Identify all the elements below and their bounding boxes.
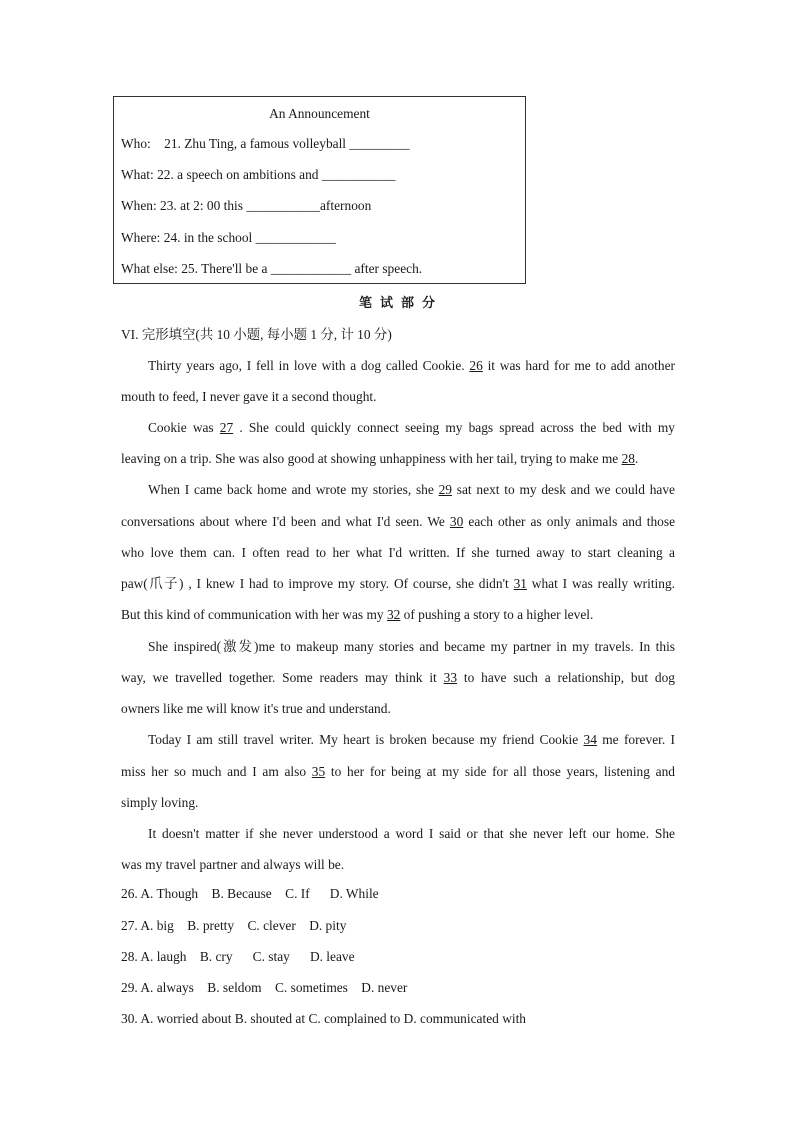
- passage-line: [121, 543, 675, 563]
- passage-line: [148, 418, 675, 438]
- blank-number: 35: [311, 764, 326, 779]
- announcement-what: What: 22. a speech on ambitions and ___________: [121, 167, 396, 182]
- passage-text: paw(爪子) , I knew I had to improve my story. Of course, she didn't: [121, 576, 514, 591]
- passage-line: [121, 512, 675, 532]
- passage-text: of pushing a story to a higher level.: [400, 607, 594, 622]
- passage-line: [121, 574, 675, 594]
- blank-number: 32: [386, 607, 401, 622]
- passage-line: [121, 793, 675, 813]
- passage-line: [148, 637, 675, 657]
- cloze-heading: VI. 完形填空(共 10 小题, 每小题 1 分, 计 10 分): [121, 327, 392, 342]
- passage-text: miss her so much and I am also: [121, 764, 312, 779]
- passage-text: .: [634, 451, 639, 466]
- announcement-box: [113, 96, 526, 284]
- passage-text: who love them can. I often read to her what I'd written. If she turned away to start cleaning a: [121, 545, 675, 560]
- passage-line: [148, 356, 675, 376]
- passage-line: [121, 387, 675, 407]
- option-line: 27. A. big B. pretty C. clever D. pity: [121, 918, 347, 933]
- passage-text: When I came back home and wrote my stories, she: [148, 482, 439, 497]
- option-line: 29. A. always B. seldom C. sometimes D. never: [121, 980, 408, 995]
- passage-text: what I was really writing.: [526, 576, 676, 591]
- announcement-what-else: What else: 25. There'll be a ____________ after speech.: [121, 261, 423, 276]
- passage-text: simply loving.: [121, 795, 199, 810]
- blank-number: 28: [621, 451, 635, 466]
- blank-number: 27: [219, 420, 234, 435]
- announcement-who: Who: 21. Zhu Ting, a famous volleyball _________: [121, 136, 410, 151]
- passage-text: way, we travelled together. Some readers may think it: [121, 670, 444, 685]
- passage-line: [148, 480, 675, 500]
- passage-text: owners like me will know it's true and understand.: [121, 701, 391, 716]
- passage-line: [121, 668, 675, 688]
- announcement-when: When: 23. at 2: 00 this ___________afternoon: [121, 198, 372, 213]
- announcement-where: Where: 24. in the school ____________: [121, 230, 336, 245]
- passage-line: [148, 824, 675, 844]
- passage-line: [148, 730, 675, 750]
- passage-text: It doesn't matter if she never understood a word I said or that she never left our home. She: [148, 826, 675, 841]
- passage-text: conversations about where I'd been and what I'd seen. We: [121, 514, 450, 529]
- section-title: 笔试部分: [358, 296, 443, 311]
- passage-text: But this kind of communication with her was my: [121, 607, 387, 622]
- passage-text: to have such a relationship, but dog: [457, 670, 675, 685]
- passage-text: Cookie was: [148, 420, 220, 435]
- announcement-title: An Announcement: [269, 106, 370, 121]
- blank-number: 29: [438, 482, 452, 497]
- passage-line: [121, 605, 675, 625]
- passage-text: me forever. I: [596, 732, 676, 747]
- passage-text: sat next to my desk and we could have: [452, 482, 675, 497]
- passage-text: was my travel partner and always will be.: [121, 857, 345, 872]
- blank-number: 26: [469, 358, 483, 373]
- passage-text: . She could quickly connect seeing my bags spread across the bed with my: [233, 420, 676, 435]
- passage-text: each other as only animals and those: [463, 514, 676, 529]
- passage-text: She inspired(激发)me to makeup many stories and became my partner in my travels. In this: [148, 639, 675, 654]
- passage-line: [121, 449, 675, 469]
- option-line: 30. A. worried about B. shouted at C. complained to D. communicated with: [121, 1011, 526, 1026]
- blank-number: 31: [513, 576, 527, 591]
- passage-line: [121, 699, 675, 719]
- passage-text: mouth to feed, I never gave it a second thought.: [121, 389, 377, 404]
- option-line: 26. A. Though B. Because C. If D. While: [121, 886, 379, 901]
- passage-text: to her for being at my side for all those years, listening and: [325, 764, 675, 779]
- blank-number: 30: [449, 514, 464, 529]
- option-line: 28. A. laugh B. cry C. stay D. leave: [121, 949, 355, 964]
- passage-text: it was hard for me to add another: [482, 358, 675, 373]
- blank-number: 34: [583, 732, 597, 747]
- passage-text: leaving on a trip. She was also good at showing unhappiness with her tail, trying to make me: [121, 451, 622, 466]
- passage-line: [121, 762, 675, 782]
- passage-text: Thirty years ago, I fell in love with a dog called Cookie.: [148, 358, 470, 373]
- passage-line: [121, 855, 675, 875]
- blank-number: 33: [443, 670, 458, 685]
- passage-text: Today I am still travel writer. My heart is broken because my friend Cookie: [148, 732, 584, 747]
